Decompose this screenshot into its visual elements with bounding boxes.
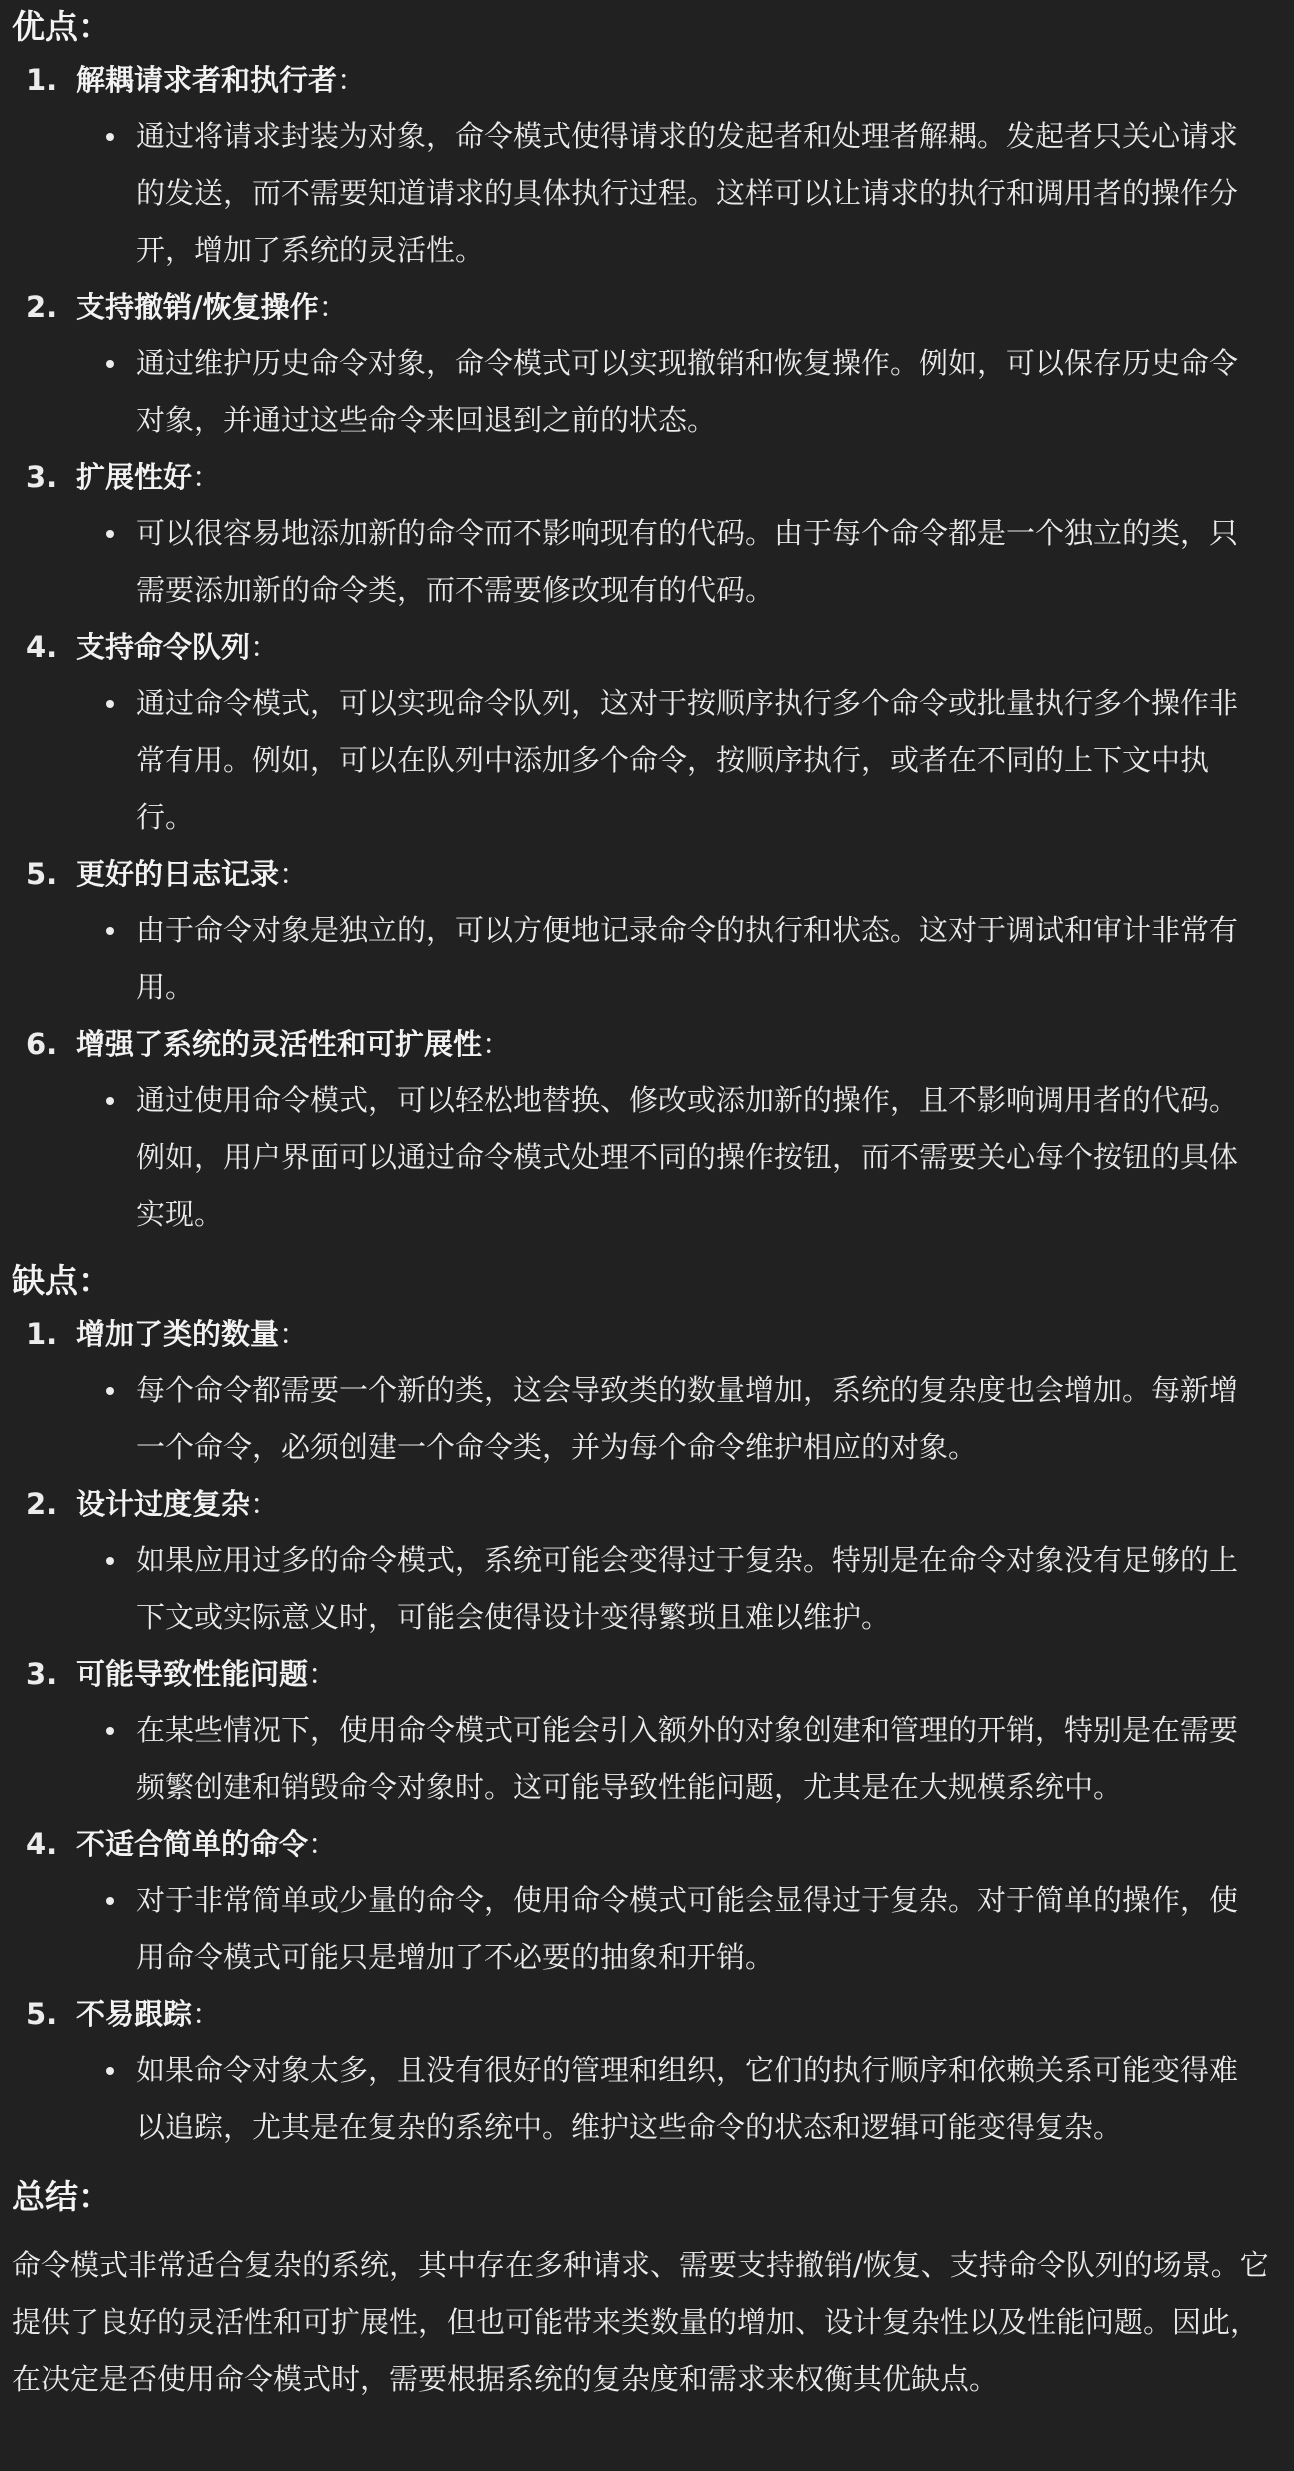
pros-item-3 [12,449,1274,619]
summary-text: 命令模式非常适合复杂的系统，其中存在多种请求、需要支持撤销/恢复、支持命令队列的场景。它提供了良好的灵活性和可扩展性，但也可能带来类数量的增加、设计复杂性以及性能问题。因此，在决定是否使用命令模式时，需要根据系统的复杂度和需求来权衡其优缺点。 [12,2248,1269,2396]
bullet-text: 如果应用过多的命令模式，系统可能会变得过于复杂。特别是在命令对象没有足够的上下文或实际意义时，可能会使得设计变得繁琐且难以维护。 [136,1532,1274,1646]
item-number: 4. [26,630,58,664]
item-number: 6. [26,1027,58,1061]
item-title: 扩展性好 [76,460,193,494]
pros-heading: 优点： [12,7,111,46]
pros-item-5 [12,846,1274,1016]
pros-item-2 [12,279,1274,449]
bullet-text: 通过将请求封装为对象，命令模式使得请求的发起者和处理者解耦。发起者只关心请求的发送，而不需要知道请求的具体执行过程。这样可以让请求的执行和调用者的操作分开，增加了系统的灵活性。 [136,108,1274,279]
item-title: 不易跟踪 [76,1997,193,2031]
cons-item-4 [12,1816,1274,1986]
pros-list [12,52,1274,1243]
bullet-list [12,902,1274,1016]
bullet-text: 每个命令都需要一个新的类，这会导致类的数量增加，系统的复杂度也会增加。每新增一个命令，必须创建一个命令类，并为每个命令维护相应的对象。 [136,1362,1274,1476]
item-colon: ： [250,1487,280,1521]
bullet-list [12,335,1274,449]
cons-item-header [12,1986,1274,2042]
bullet-text: 由于命令对象是独立的，可以方便地记录命令的执行和状态。这对于调试和审计非常有用。 [136,902,1274,1016]
item-number: 3. [26,460,58,494]
pros-item-4 [12,619,1274,846]
cons-item-header [12,1476,1274,1532]
pros-item-6 [12,1016,1274,1243]
summary-section [12,2172,1274,2408]
bullet-list [12,675,1274,846]
item-number: 3. [26,1657,58,1691]
cons-item-3 [12,1646,1274,1816]
item-number: 2. [26,1487,58,1521]
item-colon: ： [279,1317,309,1351]
bullet-list [12,505,1274,619]
bullet-text: 对于非常简单或少量的命令，使用命令模式可能会显得过于复杂。对于简单的操作，使用命令模式可能只是增加了不必要的抽象和开销。 [136,1872,1274,1986]
pros-item-header [12,279,1274,335]
cons-item-2 [12,1476,1274,1646]
pros-item-1 [12,52,1274,279]
cons-item-header [12,1816,1274,1872]
bullet-text: 通过使用命令模式，可以轻松地替换、修改或添加新的操作，且不影响调用者的代码。例如，用户界面可以通过命令模式处理不同的操作按钮，而不需要关心每个按钮的具体实现。 [136,1072,1274,1243]
item-colon: ： [250,630,280,664]
item-title: 增强了系统的灵活性和可扩展性 [76,1027,483,1061]
summary-heading: 总结： [12,2177,111,2216]
item-number: 4. [26,1827,58,1861]
pros-item-header [12,52,1274,108]
cons-item-header [12,1646,1274,1702]
pros-item-header [12,846,1274,902]
item-title: 支持撤销/恢复操作 [76,290,319,324]
item-title: 更好的日志记录 [76,857,280,891]
item-title: 不适合简单的命令 [76,1827,309,1861]
item-colon: ： [308,1827,338,1861]
bullet-text: 通过维护历史命令对象，命令模式可以实现撤销和恢复操作。例如，可以保存历史命令对象，并通过这些命令来回退到之前的状态。 [136,335,1274,449]
item-title: 解耦请求者和执行者 [76,63,338,97]
bullet-text: 通过命令模式，可以实现命令队列，这对于按顺序执行多个命令或批量执行多个操作非常有用。例如，可以在队列中添加多个命令，按顺序执行，或者在不同的上下文中执行。 [136,675,1274,846]
item-title: 增加了类的数量 [76,1317,280,1351]
item-colon: ： [318,290,348,324]
bullet-list [12,1362,1274,1476]
bullet-list [12,108,1274,279]
pros-section [12,2,1274,1243]
bullet-list [12,1872,1274,1986]
pros-item-header [12,449,1274,505]
cons-section [12,1256,1274,2156]
item-number: 2. [26,290,58,324]
item-colon: ： [482,1027,512,1061]
item-colon: ： [192,1997,222,2031]
item-title: 可能导致性能问题 [76,1657,309,1691]
item-number: 5. [26,1997,58,2031]
bullet-list [12,1072,1274,1243]
bullet-text: 如果命令对象太多，且没有很好的管理和组织，它们的执行顺序和依赖关系可能变得难以追踪，尤其是在复杂的系统中。维护这些命令的状态和逻辑可能变得复杂。 [136,2042,1274,2156]
pros-item-header [12,619,1274,675]
cons-list [12,1306,1274,2156]
item-title: 支持命令队列 [76,630,251,664]
cons-item-header [12,1306,1274,1362]
item-number: 1. [26,1317,58,1351]
item-colon: ： [308,1657,338,1691]
cons-heading: 缺点： [12,1261,111,1300]
pros-item-header [12,1016,1274,1072]
bullet-list [12,1702,1274,1816]
bullet-text: 在某些情况下，使用命令模式可能会引入额外的对象创建和管理的开销，特别是在需要频繁创建和销毁命令对象时。这可能导致性能问题，尤其是在大规模系统中。 [136,1702,1274,1816]
item-number: 1. [26,63,58,97]
item-colon: ： [192,460,222,494]
cons-item-5 [12,1986,1274,2156]
cons-item-1 [12,1306,1274,1476]
bullet-list [12,1532,1274,1646]
item-colon: ： [279,857,309,891]
item-number: 5. [26,857,58,891]
item-colon: ： [337,63,367,97]
bullet-list [12,2042,1274,2156]
bullet-text: 可以很容易地添加新的命令而不影响现有的代码。由于每个命令都是一个独立的类，只需要添加新的命令类，而不需要修改现有的代码。 [136,505,1274,619]
item-title: 设计过度复杂 [76,1487,251,1521]
